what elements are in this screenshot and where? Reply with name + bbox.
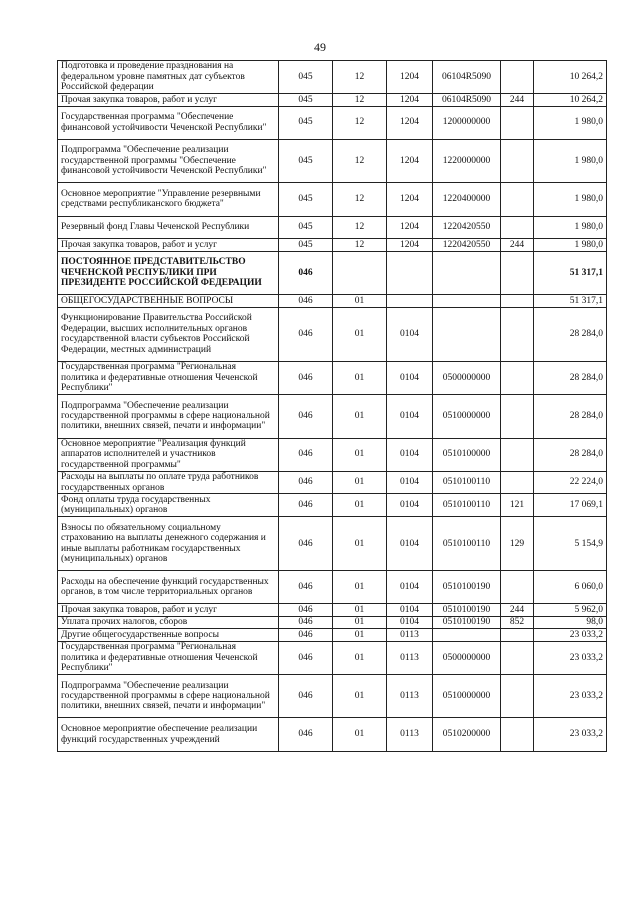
row-target-code: 0510100190 (433, 571, 501, 604)
row-target-code (433, 629, 501, 641)
row-section-code: 01 (333, 571, 387, 604)
table-row (58, 361, 607, 394)
row-ministry-code: 046 (279, 307, 333, 361)
row-expense-type-code (501, 183, 534, 216)
table-row (58, 494, 607, 517)
row-target-code: 0510000000 (433, 394, 501, 438)
row-target-code: 06104R5090 (433, 61, 501, 94)
table-row (58, 616, 607, 628)
page-number: 49 (314, 40, 326, 54)
row-amount: 98,0 (534, 616, 607, 628)
row-ministry-code: 046 (279, 629, 333, 641)
row-subsection-code: 0113 (387, 674, 433, 718)
row-expense-type-code: 129 (501, 517, 534, 571)
row-target-code (433, 307, 501, 361)
row-name: Взносы по обязательному социальному страхованию на выплаты денежного содержания и иные выплаты работникам государственных (муниципальных) органов (58, 517, 279, 571)
row-name: Фонд оплаты труда государственных (муниципальных) органов (58, 494, 279, 517)
row-section-code: 12 (333, 139, 387, 183)
row-section-code: 01 (333, 361, 387, 394)
row-target-code: 0510100000 (433, 438, 501, 471)
row-amount: 23 033,2 (534, 674, 607, 718)
row-subsection-code: 0104 (387, 438, 433, 471)
table-row (58, 106, 607, 139)
row-section-code: 01 (333, 394, 387, 438)
table-row (58, 94, 607, 106)
row-expense-type-code (501, 361, 534, 394)
row-amount: 28 284,0 (534, 361, 607, 394)
row-amount: 10 264,2 (534, 61, 607, 94)
budget-table (57, 60, 607, 752)
table-row (58, 251, 607, 295)
row-name: Уплата прочих налогов, сборов (58, 616, 279, 628)
row-expense-type-code: 244 (501, 94, 534, 106)
row-ministry-code: 045 (279, 106, 333, 139)
row-subsection-code: 1204 (387, 239, 433, 251)
row-target-code: 06104R5090 (433, 94, 501, 106)
row-subsection-code: 0104 (387, 517, 433, 571)
row-subsection-code (387, 251, 433, 295)
row-expense-type-code: 244 (501, 604, 534, 616)
row-amount: 23 033,2 (534, 641, 607, 674)
row-section-code (333, 251, 387, 295)
row-amount: 5 962,0 (534, 604, 607, 616)
row-section-code: 12 (333, 216, 387, 239)
row-subsection-code: 0113 (387, 718, 433, 751)
row-name: Прочая закупка товаров, работ и услуг (58, 94, 279, 106)
row-target-code: 0500000000 (433, 641, 501, 674)
row-amount: 17 069,1 (534, 494, 607, 517)
row-name: Подпрограмма "Обеспечение реализации государственной программы в сфере национальной политики, внешних связей, печати и информации" (58, 674, 279, 718)
row-name: ОБЩЕГОСУДАРСТВЕННЫЕ ВОПРОСЫ (58, 295, 279, 307)
row-ministry-code: 046 (279, 438, 333, 471)
row-ministry-code: 046 (279, 251, 333, 295)
row-subsection-code: 0104 (387, 571, 433, 604)
row-amount: 1 980,0 (534, 183, 607, 216)
row-ministry-code: 046 (279, 616, 333, 628)
row-ministry-code: 046 (279, 718, 333, 751)
row-ministry-code: 046 (279, 641, 333, 674)
row-ministry-code: 045 (279, 61, 333, 94)
row-target-code: 0510100110 (433, 494, 501, 517)
row-expense-type-code (501, 139, 534, 183)
row-subsection-code: 0104 (387, 604, 433, 616)
row-expense-type-code: 121 (501, 494, 534, 517)
row-subsection-code: 0104 (387, 394, 433, 438)
row-subsection-code: 0104 (387, 307, 433, 361)
row-amount: 51 317,1 (534, 295, 607, 307)
row-target-code: 1220000000 (433, 139, 501, 183)
row-ministry-code: 046 (279, 295, 333, 307)
row-section-code: 01 (333, 674, 387, 718)
row-subsection-code: 1204 (387, 106, 433, 139)
row-name: Функционирование Правительства Российской Федерации, высших исполнительных органов государственной власти субъектов Российской Федерации, местных администраций (58, 307, 279, 361)
row-section-code: 01 (333, 616, 387, 628)
row-ministry-code: 045 (279, 239, 333, 251)
table-row (58, 239, 607, 251)
table-row (58, 139, 607, 183)
row-subsection-code: 1204 (387, 61, 433, 94)
row-amount: 1 980,0 (534, 216, 607, 239)
row-expense-type-code (501, 295, 534, 307)
row-subsection-code: 1204 (387, 139, 433, 183)
row-name: Расходы на выплаты по оплате труда работников государственных органов (58, 471, 279, 494)
row-expense-type-code (501, 394, 534, 438)
row-amount: 5 154,9 (534, 517, 607, 571)
row-section-code: 01 (333, 629, 387, 641)
table-row (58, 517, 607, 571)
row-subsection-code (387, 295, 433, 307)
row-name: Резервный фонд Главы Чеченской Республики (58, 216, 279, 239)
row-expense-type-code (501, 438, 534, 471)
row-target-code: 0500000000 (433, 361, 501, 394)
row-subsection-code: 0113 (387, 629, 433, 641)
row-amount: 28 284,0 (534, 307, 607, 361)
row-ministry-code: 045 (279, 139, 333, 183)
row-name: Прочая закупка товаров, работ и услуг (58, 604, 279, 616)
row-subsection-code: 1204 (387, 183, 433, 216)
row-target-code (433, 295, 501, 307)
row-expense-type-code: 852 (501, 616, 534, 628)
row-section-code: 12 (333, 94, 387, 106)
row-section-code: 12 (333, 239, 387, 251)
row-ministry-code: 046 (279, 361, 333, 394)
row-amount: 23 033,2 (534, 629, 607, 641)
row-subsection-code: 0104 (387, 361, 433, 394)
row-section-code: 01 (333, 517, 387, 571)
row-name: Прочая закупка товаров, работ и услуг (58, 239, 279, 251)
row-expense-type-code (501, 251, 534, 295)
row-target-code: 0510100190 (433, 604, 501, 616)
table-row (58, 718, 607, 751)
row-ministry-code: 046 (279, 471, 333, 494)
row-amount: 1 980,0 (534, 106, 607, 139)
row-ministry-code: 046 (279, 517, 333, 571)
row-amount: 1 980,0 (534, 239, 607, 251)
row-name: ПОСТОЯННОЕ ПРЕДСТАВИТЕЛЬСТВО ЧЕЧЕНСКОЙ РЕСПУБЛИКИ ПРИ ПРЕЗИДЕНТЕ РОССИЙСКОЙ ФЕДЕРАЦИИ (58, 251, 279, 295)
row-subsection-code: 0104 (387, 471, 433, 494)
row-target-code: 1200000000 (433, 106, 501, 139)
row-name: Другие общегосударственные вопросы (58, 629, 279, 641)
row-name: Государственная программа "Обеспечение финансовой устойчивости Чеченской Республики" (58, 106, 279, 139)
row-expense-type-code (501, 471, 534, 494)
row-expense-type-code (501, 674, 534, 718)
row-ministry-code: 045 (279, 216, 333, 239)
row-name: Государственная программа "Региональная политика и федеративные отношения Чеченской Республики" (58, 361, 279, 394)
row-ministry-code: 046 (279, 674, 333, 718)
row-amount: 23 033,2 (534, 718, 607, 751)
row-section-code: 01 (333, 307, 387, 361)
row-target-code: 0510100110 (433, 517, 501, 571)
row-expense-type-code (501, 629, 534, 641)
row-section-code: 01 (333, 438, 387, 471)
row-section-code: 01 (333, 295, 387, 307)
row-section-code: 12 (333, 183, 387, 216)
table-row (58, 471, 607, 494)
row-amount: 51 317,1 (534, 251, 607, 295)
row-section-code: 01 (333, 471, 387, 494)
row-name: Расходы на обеспечение функций государственных органов, в том числе территориальных органов (58, 571, 279, 604)
table-row (58, 394, 607, 438)
row-expense-type-code (501, 307, 534, 361)
row-subsection-code: 0104 (387, 616, 433, 628)
row-target-code: 0510000000 (433, 674, 501, 718)
row-name: Основное мероприятие обеспечение реализации функций государственных учреждений (58, 718, 279, 751)
row-amount: 22 224,0 (534, 471, 607, 494)
row-ministry-code: 045 (279, 183, 333, 216)
row-amount: 28 284,0 (534, 438, 607, 471)
table-row (58, 295, 607, 307)
row-subsection-code: 0113 (387, 641, 433, 674)
row-ministry-code: 046 (279, 604, 333, 616)
row-expense-type-code (501, 61, 534, 94)
row-subsection-code: 0104 (387, 494, 433, 517)
row-section-code: 01 (333, 494, 387, 517)
table-row (58, 216, 607, 239)
table-row (58, 183, 607, 216)
row-name: Подготовка и проведение празднования на федеральном уровне памятных дат субъектов Российской федерации (58, 61, 279, 94)
row-name: Подпрограмма "Обеспечение реализации государственной программы "Обеспечение финансовой устойчивости Чеченской Республики" (58, 139, 279, 183)
row-ministry-code: 045 (279, 94, 333, 106)
row-target-code: 0510100190 (433, 616, 501, 628)
row-amount: 6 060,0 (534, 571, 607, 604)
row-expense-type-code (501, 106, 534, 139)
table-row (58, 438, 607, 471)
row-target-code (433, 251, 501, 295)
row-name: Основное мероприятие "Управление резервными средствами республиканского бюджета" (58, 183, 279, 216)
row-amount: 1 980,0 (534, 139, 607, 183)
row-target-code: 1220420550 (433, 239, 501, 251)
row-expense-type-code (501, 216, 534, 239)
row-ministry-code: 046 (279, 571, 333, 604)
row-amount: 10 264,2 (534, 94, 607, 106)
row-section-code: 12 (333, 106, 387, 139)
row-subsection-code: 1204 (387, 216, 433, 239)
table-row (58, 629, 607, 641)
row-target-code: 1220420550 (433, 216, 501, 239)
table-row (58, 674, 607, 718)
row-ministry-code: 046 (279, 394, 333, 438)
row-section-code: 12 (333, 61, 387, 94)
row-amount: 28 284,0 (534, 394, 607, 438)
row-name: Основное мероприятие "Реализация функций аппаратов исполнителей и участников государственной программы" (58, 438, 279, 471)
row-ministry-code: 046 (279, 494, 333, 517)
table-row (58, 641, 607, 674)
row-target-code: 1220400000 (433, 183, 501, 216)
row-expense-type-code (501, 718, 534, 751)
row-expense-type-code (501, 571, 534, 604)
row-subsection-code: 1204 (387, 94, 433, 106)
row-name: Подпрограмма "Обеспечение реализации государственной программы в сфере национальной политики, внешних связей, печати и информации" (58, 394, 279, 438)
row-section-code: 01 (333, 718, 387, 751)
table-row (58, 604, 607, 616)
row-expense-type-code: 244 (501, 239, 534, 251)
row-target-code: 0510100110 (433, 471, 501, 494)
row-expense-type-code (501, 641, 534, 674)
table-row (58, 307, 607, 361)
row-section-code: 01 (333, 604, 387, 616)
row-name: Государственная программа "Региональная политика и федеративные отношения Чеченской Республики" (58, 641, 279, 674)
row-section-code: 01 (333, 641, 387, 674)
row-target-code: 0510200000 (433, 718, 501, 751)
table-row (58, 571, 607, 604)
table-row (58, 61, 607, 94)
table-body (58, 61, 607, 752)
